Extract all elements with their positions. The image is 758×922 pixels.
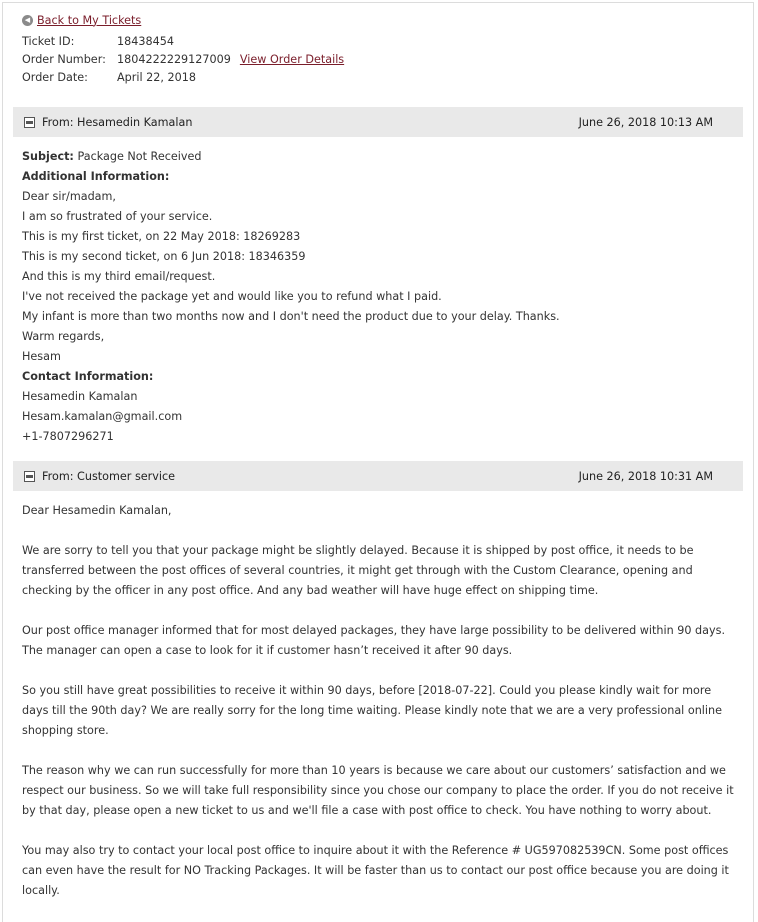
- back-to-tickets-link[interactable]: Back to My Tickets: [37, 13, 142, 27]
- contact-info-label: Contact Information:: [22, 370, 154, 383]
- order-number-label: Order Number:: [22, 53, 106, 66]
- paragraph-line: days till the 90th day? We are really sorry for the long time waiting. Please kindly note that we are a very professional online: [22, 704, 722, 717]
- paragraph: [22, 621, 738, 661]
- subject-label: Subject:: [22, 150, 74, 163]
- message-line: This is my first ticket, on 22 May 2018: 18269283: [22, 230, 301, 243]
- contact-phone: +1-7807296271: [22, 430, 114, 443]
- message-header-customer[interactable]: [13, 107, 743, 137]
- additional-info-label: Additional Information:: [22, 170, 170, 183]
- message-line: Hesam: [22, 350, 61, 363]
- order-date-row: [22, 69, 344, 87]
- paragraph-line: respect our business. So we will take full responsibility since you chose our company to place the order. If you do not receive it: [22, 784, 734, 797]
- paragraph-line: Our post office manager informed that for most delayed packages, they have large possibility to be delivered within 90 days.: [22, 624, 726, 637]
- message-body-service: [22, 501, 738, 901]
- message-line: Warm regards,: [22, 330, 105, 343]
- paragraph-line: shopping store.: [22, 724, 109, 737]
- collapse-icon[interactable]: [24, 117, 35, 128]
- ticket-id-label: Ticket ID:: [22, 35, 75, 48]
- message-line: I am so frustrated of your service.: [22, 210, 213, 223]
- message-body-customer: [22, 147, 738, 447]
- paragraph-line: The reason why we can run successfully for more than 10 years is because we care about our customers’ satisfaction and we: [22, 764, 726, 777]
- message-line: My infant is more than two months now and I don't need the product due to your delay. Thanks.: [22, 310, 560, 323]
- back-nav: [22, 12, 141, 28]
- message-line: I've not received the package yet and would like you to refund what I paid.: [22, 290, 442, 303]
- back-arrow-icon: ◀: [22, 15, 33, 26]
- paragraph: [22, 761, 738, 821]
- paragraph-line: The manager can open a case to look for it if customer hasn’t received it after 90 days.: [22, 644, 513, 657]
- message-from: From: Hesamedin Kamalan: [42, 115, 193, 129]
- paragraph-line: by that day, please open a new ticket to us and we'll file a case with post office to check. You have nothing to worry about.: [22, 804, 712, 817]
- view-order-details-link[interactable]: View Order Details: [239, 53, 345, 66]
- subject-value: Package Not Received: [77, 150, 202, 163]
- ticket-meta: [22, 33, 344, 87]
- subject-line: [22, 147, 738, 167]
- paragraph-line: can even have the result for NO Tracking Packages. It will be faster than us to contact our post office because you are doing it: [22, 864, 729, 877]
- paragraph-line: transferred between the post offices of several countries, it might get through with the Custom Clearance, opening and: [22, 564, 693, 577]
- paragraph-line: You may also try to contact your local post office to inquire about it with the Reference # UG597082539CN. Some post offices: [22, 844, 729, 857]
- paragraph-line: So you still have great possibilities to receive it within 90 days, before [2018-07-22]. Could you please kindly wait for more: [22, 684, 712, 697]
- order-date-value: April 22, 2018: [117, 71, 196, 84]
- paragraph-line: We are sorry to tell you that your package might be slightly delayed. Because it is shipped by post office, it needs to be: [22, 544, 694, 557]
- message-line: And this is my third email/request.: [22, 270, 216, 283]
- message-from: From: Customer service: [42, 469, 176, 483]
- paragraph: [22, 541, 738, 601]
- ticket-id-value: 18438454: [117, 35, 174, 48]
- message-date: June 26, 2018 10:31 AM: [578, 469, 713, 483]
- message-line: Dear sir/madam,: [22, 190, 116, 203]
- order-number-value: 1804222229127009: [117, 53, 231, 66]
- order-number-row: [22, 51, 344, 69]
- message-header-service[interactable]: [13, 461, 743, 491]
- paragraph-line: locally.: [22, 884, 60, 897]
- contact-name: Hesamedin Kamalan: [22, 390, 138, 403]
- paragraph: [22, 841, 738, 901]
- paragraph-line: checking by the officer in any post office. And any bad weather will have huge effect on shipping time.: [22, 584, 599, 597]
- contact-email: Hesam.kamalan@gmail.com: [22, 410, 183, 423]
- message-date: June 26, 2018 10:13 AM: [578, 115, 713, 129]
- paragraph: [22, 681, 738, 741]
- ticket-id-row: [22, 33, 344, 51]
- message-line: This is my second ticket, on 6 Jun 2018: 18346359: [22, 250, 306, 263]
- order-date-label: Order Date:: [22, 71, 88, 84]
- greeting-line: Dear Hesamedin Kamalan,: [22, 504, 172, 517]
- collapse-icon[interactable]: [24, 471, 35, 482]
